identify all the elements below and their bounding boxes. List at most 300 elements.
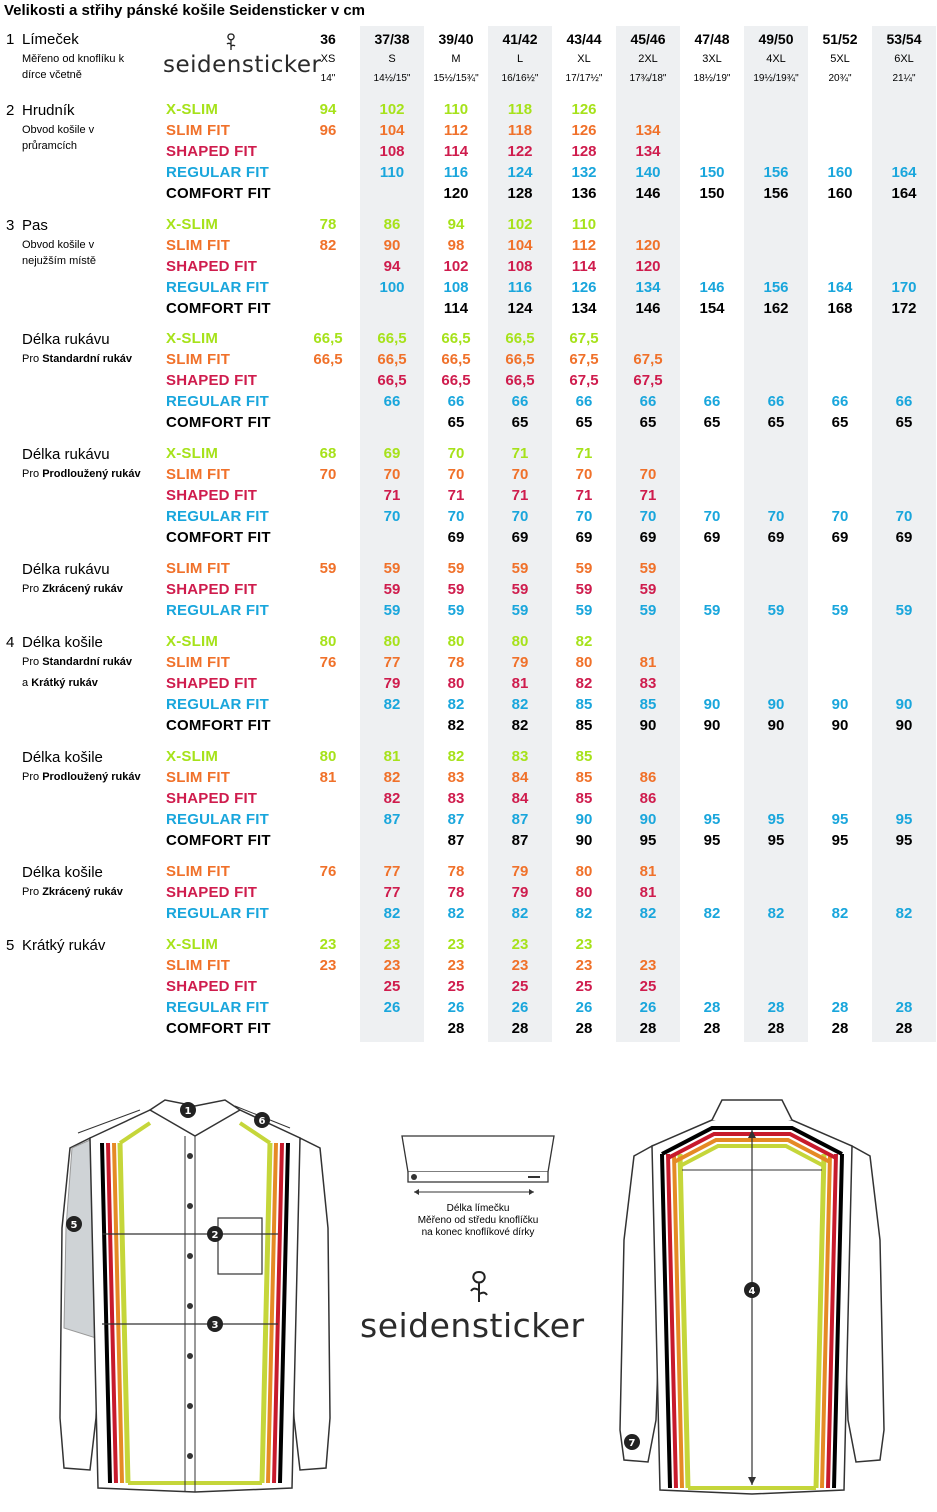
size-value: 94 xyxy=(319,101,337,118)
size-value: 59 xyxy=(831,602,849,619)
size-value: 140 xyxy=(635,164,661,181)
size-value: 82 xyxy=(575,905,593,922)
size-value: 71 xyxy=(575,487,593,504)
size-value: 112 xyxy=(443,122,469,139)
section-number: 5 xyxy=(6,937,15,954)
size-value: 66,5 xyxy=(313,351,343,368)
section-subtitle: nejužším místě xyxy=(22,255,96,267)
section-title: Délka rukávu xyxy=(22,331,110,348)
size-value: 80 xyxy=(575,863,593,880)
section-number: 4 xyxy=(6,634,15,651)
section-subtitle: Měřeno od knoflíku k xyxy=(22,53,125,65)
size-value: 28 xyxy=(831,999,849,1016)
size-value: 59 xyxy=(575,560,593,577)
size-value: 98 xyxy=(447,237,465,254)
size-value: 90 xyxy=(895,696,913,713)
size-value: 69 xyxy=(575,529,593,546)
size-value: 95 xyxy=(767,811,785,828)
fit-label: REGULAR FIT xyxy=(166,999,270,1016)
size-value: 134 xyxy=(635,279,661,296)
fit-label: SHAPED FIT xyxy=(166,675,258,692)
size-value: 65 xyxy=(575,414,593,431)
svg-text:6: 6 xyxy=(258,1116,266,1127)
subtitle-prefix: a xyxy=(22,677,32,689)
fit-label: X-SLIM xyxy=(166,216,219,233)
size-code: 3XL xyxy=(702,53,722,65)
fit-label: SLIM FIT xyxy=(166,560,231,577)
size-value: 70 xyxy=(767,508,785,525)
fit-label: REGULAR FIT xyxy=(166,279,270,296)
size-value: 82 xyxy=(511,905,529,922)
size-value: 90 xyxy=(703,717,721,734)
size-value: 87 xyxy=(511,811,529,828)
size-value: 160 xyxy=(827,185,853,202)
size-value: 87 xyxy=(447,832,465,849)
size-value: 86 xyxy=(383,216,401,233)
size-value: 162 xyxy=(763,300,789,317)
size-value: 146 xyxy=(635,185,661,202)
size-value: 69 xyxy=(767,529,785,546)
size-value: 114 xyxy=(571,258,597,275)
size-value: 95 xyxy=(831,811,849,828)
fit-label: SLIM FIT xyxy=(166,237,231,254)
size-value: 82 xyxy=(447,905,465,922)
size-value: 124 xyxy=(507,300,533,317)
size-value: 83 xyxy=(639,675,657,692)
size-value: 59 xyxy=(383,581,401,598)
section-subtitle xyxy=(22,351,132,367)
size-value: 154 xyxy=(699,300,725,317)
size-value: 59 xyxy=(319,560,337,577)
size-value: 81 xyxy=(639,863,657,880)
size-value: 23 xyxy=(511,936,529,953)
size-value: 108 xyxy=(379,143,405,160)
size-value: 80 xyxy=(447,633,465,650)
size-value: 69 xyxy=(895,529,913,546)
size-value: 77 xyxy=(383,863,401,880)
size-value: 90 xyxy=(383,237,401,254)
size-inch: 14" xyxy=(320,73,336,84)
fit-label: SLIM FIT xyxy=(166,863,231,880)
size-value: 28 xyxy=(447,1020,465,1037)
subtitle-sleeve-type: Prodloužený rukáv xyxy=(42,468,141,480)
size-value: 172 xyxy=(891,300,917,317)
size-value: 78 xyxy=(447,654,465,671)
size-value: 66 xyxy=(703,393,721,410)
fit-label: SHAPED FIT xyxy=(166,143,258,160)
size-value: 136 xyxy=(571,185,597,202)
size-value: 146 xyxy=(635,300,661,317)
size-value: 71 xyxy=(575,445,593,462)
size-value: 59 xyxy=(447,602,465,619)
size-value: 25 xyxy=(383,978,401,995)
section-title: Délka košile xyxy=(22,634,103,651)
fit-label: SLIM FIT xyxy=(166,122,231,139)
size-value: 84 xyxy=(511,790,529,807)
size-value: 87 xyxy=(447,811,465,828)
size-value: 28 xyxy=(895,999,913,1016)
size-value: 82 xyxy=(575,675,593,692)
front-shirt-diagram xyxy=(50,1088,350,1498)
size-value: 59 xyxy=(575,602,593,619)
size-value: 87 xyxy=(383,811,401,828)
size-value: 70 xyxy=(383,466,401,483)
size-value: 70 xyxy=(319,466,337,483)
section-title: Délka rukávu xyxy=(22,561,110,578)
size-value: 100 xyxy=(379,279,405,296)
page-title: Velikosti a střihy pánské košile Seidensticker v cm xyxy=(4,2,366,19)
size-value: 90 xyxy=(895,717,913,734)
svg-text:2: 2 xyxy=(211,1230,219,1241)
fit-label: SHAPED FIT xyxy=(166,258,258,275)
size-value: 85 xyxy=(575,696,593,713)
size-value: 126 xyxy=(571,122,597,139)
size-value: 67,5 xyxy=(633,351,663,368)
size-value: 25 xyxy=(575,978,593,995)
size-value: 120 xyxy=(635,258,661,275)
subtitle-sleeve-type: Krátký rukáv xyxy=(31,677,98,689)
size-value: 79 xyxy=(511,884,529,901)
fit-label: REGULAR FIT xyxy=(166,905,270,922)
size-value: 70 xyxy=(575,466,593,483)
size-value: 66 xyxy=(639,393,657,410)
subtitle-prefix: Pro xyxy=(22,771,43,783)
subtitle-sleeve-type: Prodloužený rukáv xyxy=(42,771,141,783)
size-value: 28 xyxy=(831,1020,849,1037)
section-subtitle xyxy=(22,675,98,691)
size-value: 67,5 xyxy=(633,372,663,389)
subtitle-prefix: Pro xyxy=(22,468,43,480)
fit-label: COMFORT FIT xyxy=(166,1020,271,1037)
section-title: Pas xyxy=(22,217,48,234)
size-value: 66,5 xyxy=(505,351,535,368)
section-title: Límeček xyxy=(22,31,79,48)
fit-label: REGULAR FIT xyxy=(166,811,270,828)
fit-label: COMFORT FIT xyxy=(166,300,271,317)
size-value: 71 xyxy=(511,487,529,504)
size-value: 110 xyxy=(443,101,469,118)
size-value: 59 xyxy=(447,560,465,577)
section-subtitle xyxy=(22,466,141,482)
size-value: 120 xyxy=(635,237,661,254)
size-value: 79 xyxy=(383,675,401,692)
size-value: 67,5 xyxy=(569,351,599,368)
size-value: 23 xyxy=(383,936,401,953)
section-number: 1 xyxy=(6,31,15,48)
size-value: 59 xyxy=(767,602,785,619)
size-value: 28 xyxy=(767,1020,785,1037)
fit-label: X-SLIM xyxy=(166,445,219,462)
size-value: 164 xyxy=(891,185,917,202)
size-value: 59 xyxy=(383,560,401,577)
size-value: 65 xyxy=(703,414,721,431)
collar-caption: Délka límečku Měřeno od středu knoflíčku na konec knoflíkové dírky xyxy=(417,1203,539,1238)
svg-text:7: 7 xyxy=(628,1438,636,1449)
size-value: 95 xyxy=(703,811,721,828)
size-value: 82 xyxy=(383,905,401,922)
size-value: 66,5 xyxy=(313,330,343,347)
size-label: 37/38 xyxy=(374,31,410,47)
size-inch: 18½/19" xyxy=(693,73,731,84)
size-value: 134 xyxy=(571,300,597,317)
section-title: Krátký rukáv xyxy=(22,937,106,954)
size-value: 128 xyxy=(571,143,597,160)
size-value: 96 xyxy=(319,122,337,139)
size-value: 79 xyxy=(511,863,529,880)
size-label: 43/44 xyxy=(566,31,602,47)
size-code: 5XL xyxy=(830,53,850,65)
size-value: 156 xyxy=(763,185,789,202)
size-value: 81 xyxy=(319,769,337,786)
section-subtitle: Obvod košile v xyxy=(22,124,95,136)
size-value: 80 xyxy=(575,884,593,901)
size-value: 146 xyxy=(699,279,725,296)
size-value: 124 xyxy=(507,164,533,181)
section-title: Délka košile xyxy=(22,864,103,881)
section-subtitle: dírce včetně xyxy=(22,69,82,81)
size-value: 90 xyxy=(639,811,657,828)
size-value: 118 xyxy=(507,101,533,118)
fit-label: SLIM FIT xyxy=(166,654,231,671)
size-value: 77 xyxy=(383,654,401,671)
size-value: 114 xyxy=(443,300,469,317)
section-subtitle xyxy=(22,769,141,785)
size-value: 25 xyxy=(511,978,529,995)
size-code: XL xyxy=(577,53,591,65)
size-value: 108 xyxy=(507,258,533,275)
size-value: 59 xyxy=(575,581,593,598)
subtitle-sleeve-type: Zkrácený rukáv xyxy=(42,583,123,595)
size-value: 126 xyxy=(571,101,597,118)
fit-label: SHAPED FIT xyxy=(166,372,258,389)
size-value: 23 xyxy=(639,957,657,974)
size-value: 65 xyxy=(895,414,913,431)
size-value: 82 xyxy=(575,633,593,650)
fit-label: SLIM FIT xyxy=(166,351,231,368)
size-value: 82 xyxy=(383,790,401,807)
size-value: 66 xyxy=(511,393,529,410)
fit-label: COMFORT FIT xyxy=(166,832,271,849)
size-value: 81 xyxy=(639,884,657,901)
size-value: 66 xyxy=(895,393,913,410)
size-value: 66 xyxy=(831,393,849,410)
rose-icon-large xyxy=(466,1268,492,1304)
size-value: 69 xyxy=(639,529,657,546)
fit-label: REGULAR FIT xyxy=(166,393,270,410)
size-value: 28 xyxy=(703,1020,721,1037)
section-title: Hrudník xyxy=(22,102,75,119)
size-code: S xyxy=(388,53,396,65)
size-value: 23 xyxy=(575,936,593,953)
size-value: 70 xyxy=(447,508,465,525)
fit-label: SHAPED FIT xyxy=(166,487,258,504)
size-value: 86 xyxy=(639,790,657,807)
size-value: 110 xyxy=(379,164,405,181)
size-value: 66 xyxy=(383,393,401,410)
size-value: 83 xyxy=(511,748,529,765)
size-value: 150 xyxy=(699,185,725,202)
size-inch: 21¼" xyxy=(892,73,916,84)
size-value: 85 xyxy=(575,769,593,786)
size-label: 36 xyxy=(320,31,336,47)
size-value: 102 xyxy=(443,258,469,275)
size-value: 82 xyxy=(639,905,657,922)
size-label: 41/42 xyxy=(502,31,538,47)
size-label: 53/54 xyxy=(886,31,922,47)
section-title: Délka rukávu xyxy=(22,446,110,463)
svg-text:5: 5 xyxy=(70,1220,78,1231)
size-value: 134 xyxy=(635,143,661,160)
subtitle-prefix: Pro xyxy=(22,583,43,595)
size-value: 66,5 xyxy=(441,330,471,347)
subtitle-prefix: Pro xyxy=(22,353,43,365)
size-value: 59 xyxy=(383,602,401,619)
size-value: 82 xyxy=(511,696,529,713)
size-value: 66,5 xyxy=(505,372,535,389)
size-value: 59 xyxy=(639,581,657,598)
size-value: 81 xyxy=(511,675,529,692)
size-value: 82 xyxy=(767,905,785,922)
size-value: 95 xyxy=(831,832,849,849)
size-value: 70 xyxy=(447,445,465,462)
size-value: 26 xyxy=(639,999,657,1016)
fit-label: REGULAR FIT xyxy=(166,164,270,181)
size-value: 66,5 xyxy=(441,351,471,368)
section-subtitle xyxy=(22,581,123,597)
size-value: 90 xyxy=(639,717,657,734)
fit-label: X-SLIM xyxy=(166,936,219,953)
size-value: 83 xyxy=(447,790,465,807)
size-value: 85 xyxy=(575,717,593,734)
size-value: 66,5 xyxy=(377,351,407,368)
size-value: 95 xyxy=(639,832,657,849)
size-value: 126 xyxy=(571,279,597,296)
size-value: 70 xyxy=(895,508,913,525)
size-inch: 17/17½" xyxy=(565,73,603,84)
size-value: 25 xyxy=(639,978,657,995)
size-value: 65 xyxy=(447,414,465,431)
size-value: 84 xyxy=(511,769,529,786)
size-value: 59 xyxy=(511,581,529,598)
size-value: 23 xyxy=(319,936,337,953)
size-value: 59 xyxy=(639,560,657,577)
size-value: 82 xyxy=(447,696,465,713)
fit-label: REGULAR FIT xyxy=(166,602,270,619)
size-value: 69 xyxy=(831,529,849,546)
size-value: 150 xyxy=(699,164,725,181)
size-value: 66 xyxy=(575,393,593,410)
size-value: 66,5 xyxy=(377,372,407,389)
fit-label: COMFORT FIT xyxy=(166,185,271,202)
size-value: 90 xyxy=(831,696,849,713)
size-value: 59 xyxy=(639,602,657,619)
size-value: 95 xyxy=(767,832,785,849)
size-value: 82 xyxy=(447,748,465,765)
size-value: 67,5 xyxy=(569,372,599,389)
fit-label: SHAPED FIT xyxy=(166,884,258,901)
size-value: 28 xyxy=(575,1020,593,1037)
svg-text:1: 1 xyxy=(184,1106,192,1117)
size-value: 71 xyxy=(511,445,529,462)
size-value: 23 xyxy=(319,957,337,974)
size-value: 23 xyxy=(383,957,401,974)
section-number: 3 xyxy=(6,217,15,234)
size-label: 49/50 xyxy=(758,31,794,47)
size-value: 70 xyxy=(447,466,465,483)
section-subtitle: průramcích xyxy=(22,140,78,152)
size-value: 23 xyxy=(511,957,529,974)
size-code: 4XL xyxy=(766,53,786,65)
size-value: 156 xyxy=(763,164,789,181)
size-value: 69 xyxy=(447,529,465,546)
size-value: 168 xyxy=(827,300,853,317)
subtitle-sleeve-type: Zkrácený rukáv xyxy=(42,886,123,898)
fit-label: X-SLIM xyxy=(166,101,219,118)
fit-label: SLIM FIT xyxy=(166,466,231,483)
section-number: 2 xyxy=(6,102,15,119)
size-value: 65 xyxy=(767,414,785,431)
subtitle-sleeve-type: Standardní rukáv xyxy=(42,353,133,365)
size-value: 28 xyxy=(639,1020,657,1037)
size-value: 67,5 xyxy=(569,330,599,347)
subtitle-prefix: Pro xyxy=(22,656,43,668)
size-value: 80 xyxy=(383,633,401,650)
fit-label: X-SLIM xyxy=(166,633,219,650)
size-value: 70 xyxy=(831,508,849,525)
size-value: 71 xyxy=(639,487,657,504)
size-value: 82 xyxy=(703,905,721,922)
size-value: 82 xyxy=(895,905,913,922)
fit-label: COMFORT FIT xyxy=(166,717,271,734)
size-inch: 19½/19¾" xyxy=(753,73,799,84)
fit-label: COMFORT FIT xyxy=(166,414,271,431)
size-value: 71 xyxy=(383,487,401,504)
size-value: 66,5 xyxy=(377,330,407,347)
size-label: 39/40 xyxy=(438,31,474,47)
size-value: 65 xyxy=(639,414,657,431)
size-value: 132 xyxy=(571,164,597,181)
size-value: 94 xyxy=(447,216,465,233)
size-code: 2XL xyxy=(638,53,658,65)
size-value: 90 xyxy=(575,811,593,828)
size-value: 134 xyxy=(635,122,661,139)
size-value: 82 xyxy=(383,696,401,713)
size-value: 25 xyxy=(447,978,465,995)
fit-label: REGULAR FIT xyxy=(166,696,270,713)
size-value: 81 xyxy=(639,654,657,671)
fit-label: REGULAR FIT xyxy=(166,508,270,525)
fit-label: SLIM FIT xyxy=(166,957,231,974)
size-value: 23 xyxy=(447,957,465,974)
fit-label: X-SLIM xyxy=(166,330,219,347)
size-value: 77 xyxy=(383,884,401,901)
size-value: 85 xyxy=(575,748,593,765)
back-shirt-diagram xyxy=(612,1090,892,1500)
size-value: 70 xyxy=(639,508,657,525)
size-value: 26 xyxy=(447,999,465,1016)
size-value: 65 xyxy=(831,414,849,431)
size-value: 70 xyxy=(639,466,657,483)
size-value: 83 xyxy=(447,769,465,786)
size-value: 70 xyxy=(511,466,529,483)
size-value: 68 xyxy=(319,445,337,462)
size-value: 70 xyxy=(511,508,529,525)
size-value: 164 xyxy=(891,164,917,181)
size-value: 80 xyxy=(511,633,529,650)
size-value: 66,5 xyxy=(505,330,535,347)
size-code: 6XL xyxy=(894,53,914,65)
size-label: 45/46 xyxy=(630,31,666,47)
